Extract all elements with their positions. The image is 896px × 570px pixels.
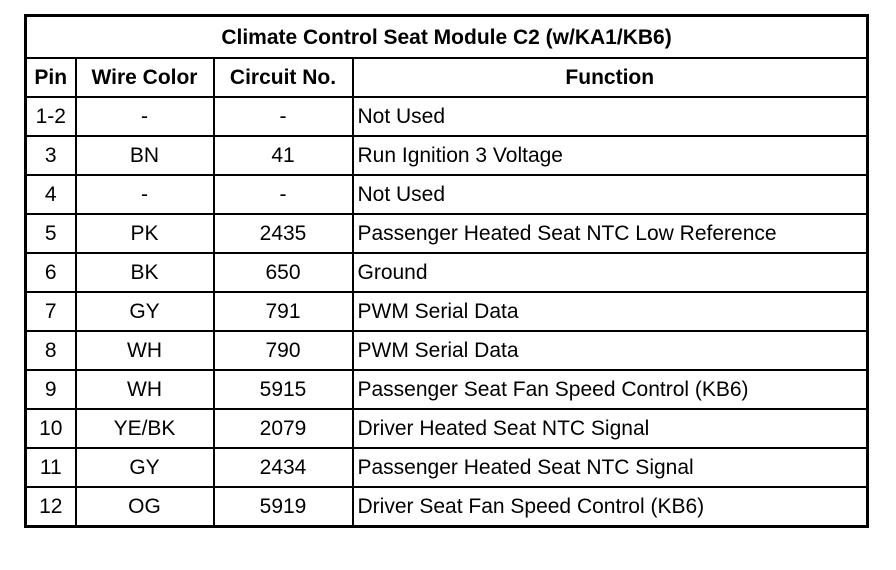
- pin-cell: 8: [26, 331, 76, 370]
- table-row: [26, 487, 868, 527]
- pin-cell: 1-2: [26, 97, 76, 136]
- header-row: [26, 58, 868, 97]
- pin-cell: 7: [26, 292, 76, 331]
- pin-cell: 10: [26, 409, 76, 448]
- function-cell: PWM Serial Data: [353, 292, 868, 331]
- table-row: [26, 214, 868, 253]
- pin-cell: 12: [26, 487, 76, 527]
- table-row: [26, 292, 868, 331]
- function-cell: Passenger Heated Seat NTC Low Reference: [353, 214, 868, 253]
- circuit-cell: 791: [214, 292, 353, 331]
- title-row: [26, 16, 868, 59]
- function-cell: PWM Serial Data: [353, 331, 868, 370]
- wire-color-cell: YE/BK: [76, 409, 214, 448]
- wire-color-cell: PK: [76, 214, 214, 253]
- table-row: [26, 175, 868, 214]
- wire-color-cell: WH: [76, 370, 214, 409]
- circuit-cell: 2435: [214, 214, 353, 253]
- wire-color-cell: BK: [76, 253, 214, 292]
- table-row: [26, 370, 868, 409]
- circuit-cell: 650: [214, 253, 353, 292]
- table-row: [26, 409, 868, 448]
- circuit-cell: -: [214, 175, 353, 214]
- circuit-cell: 5915: [214, 370, 353, 409]
- wire-color-cell: -: [76, 175, 214, 214]
- function-cell: Ground: [353, 253, 868, 292]
- circuit-cell: 41: [214, 136, 353, 175]
- circuit-cell: 2079: [214, 409, 353, 448]
- header-pin: Pin: [26, 58, 76, 97]
- header-function: Function: [353, 58, 868, 97]
- function-cell: Driver Heated Seat NTC Signal: [353, 409, 868, 448]
- wire-color-cell: WH: [76, 331, 214, 370]
- header-circuit-no: Circuit No.: [214, 58, 353, 97]
- pin-cell: 3: [26, 136, 76, 175]
- circuit-cell: 2434: [214, 448, 353, 487]
- wire-color-cell: GY: [76, 448, 214, 487]
- wire-color-cell: BN: [76, 136, 214, 175]
- wire-color-cell: -: [76, 97, 214, 136]
- table-row: [26, 331, 868, 370]
- pin-cell: 11: [26, 448, 76, 487]
- wire-color-cell: OG: [76, 487, 214, 527]
- wire-color-cell: GY: [76, 292, 214, 331]
- table-row: [26, 253, 868, 292]
- pin-cell: 6: [26, 253, 76, 292]
- table-row: [26, 136, 868, 175]
- connector-pinout-table: [24, 14, 869, 528]
- function-cell: Passenger Heated Seat NTC Signal: [353, 448, 868, 487]
- pin-cell: 4: [26, 175, 76, 214]
- function-cell: Not Used: [353, 175, 868, 214]
- pin-cell: 5: [26, 214, 76, 253]
- circuit-cell: 790: [214, 331, 353, 370]
- function-cell: Passenger Seat Fan Speed Control (KB6): [353, 370, 868, 409]
- header-wire-color: Wire Color: [76, 58, 214, 97]
- table-title: Climate Control Seat Module C2 (w/KA1/KB6): [26, 16, 868, 59]
- circuit-cell: -: [214, 97, 353, 136]
- circuit-cell: 5919: [214, 487, 353, 527]
- pin-cell: 9: [26, 370, 76, 409]
- function-cell: Driver Seat Fan Speed Control (KB6): [353, 487, 868, 527]
- table-row: [26, 448, 868, 487]
- function-cell: Not Used: [353, 97, 868, 136]
- function-cell: Run Ignition 3 Voltage: [353, 136, 868, 175]
- table-row: [26, 97, 868, 136]
